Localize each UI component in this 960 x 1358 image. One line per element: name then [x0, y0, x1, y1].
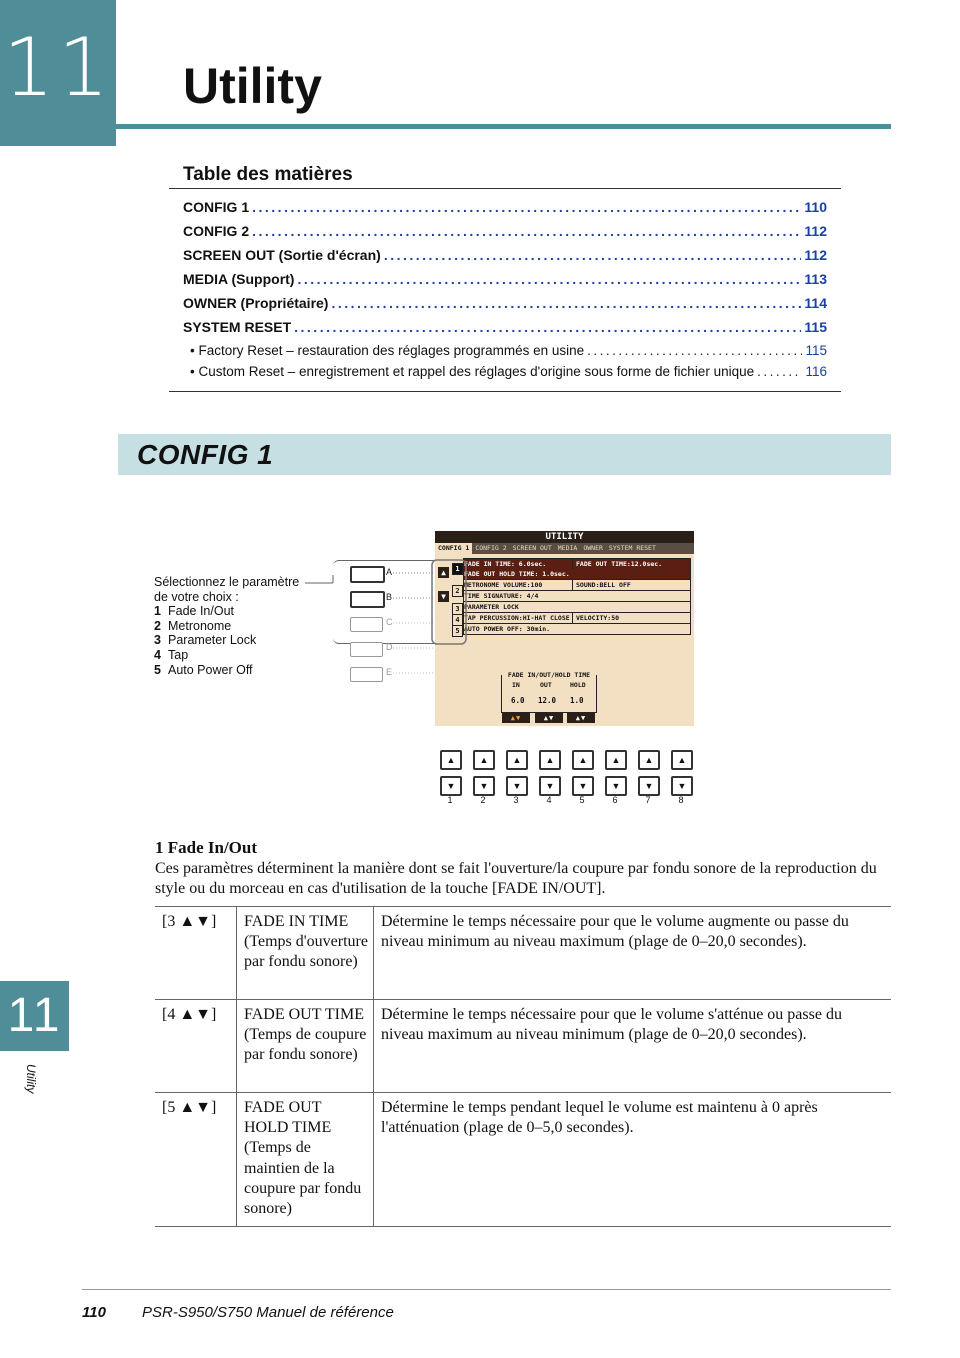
- table-column-divider: [236, 906, 237, 1226]
- param-label: Fade In/Out: [168, 604, 235, 619]
- scroll-up-icon[interactable]: ▲: [438, 567, 449, 578]
- selection-bracket: [430, 558, 470, 648]
- fade-in-arrows-icon[interactable]: ▲▼: [502, 713, 530, 723]
- fade-label-hold: HOLD: [570, 681, 586, 689]
- param-item: [154, 604, 299, 619]
- side-button-e[interactable]: [350, 667, 383, 682]
- table-divider: [155, 906, 891, 907]
- button-6-down[interactable]: ▼: [605, 776, 627, 796]
- fade-panel-title: FADE IN/OUT/HOLD TIME: [502, 671, 596, 679]
- param-label: Parameter Lock: [168, 633, 257, 648]
- lcd-row-number: 5: [452, 625, 463, 637]
- toc-leader-dots: [587, 343, 802, 358]
- param-item: [154, 619, 299, 634]
- lcd-tab-config1[interactable]: CONFIG 1: [435, 543, 472, 554]
- toc-subentry-page[interactable]: 116: [805, 364, 827, 379]
- button-7-up[interactable]: ▲: [638, 750, 660, 770]
- toc-entry-label: CONFIG 2: [183, 223, 250, 239]
- button-number: 6: [612, 795, 618, 805]
- parameter-caption: [154, 575, 299, 677]
- param-label: Tap: [168, 647, 189, 662]
- param-item: [154, 633, 299, 648]
- param-item: [154, 648, 299, 663]
- param-item: [154, 663, 299, 678]
- lcd-tab-screen-out[interactable]: SCREEN OUT: [512, 544, 552, 552]
- button-4-down[interactable]: ▼: [539, 776, 561, 796]
- button-1-up[interactable]: ▲: [440, 750, 462, 770]
- lcd-tab-owner[interactable]: OWNER: [583, 544, 603, 552]
- fade-value-hold: 1.0: [570, 696, 584, 705]
- parameter-heading: 1 Fade In/Out: [155, 838, 258, 857]
- button-5-down[interactable]: ▼: [572, 776, 594, 796]
- lcd-value: SOUND:BELL OFF: [572, 580, 631, 590]
- toc-subentry-label: • Custom Reset – enregistrement et rappel des réglages d'origine sous forme de fichier unique: [190, 364, 755, 379]
- param-label: Metronome: [168, 618, 232, 633]
- section-title: CONFIG 1: [137, 439, 274, 470]
- lcd-value: FADE IN TIME: 6.0sec.: [464, 560, 547, 568]
- button-3-down[interactable]: ▼: [506, 776, 528, 796]
- button-5-up[interactable]: ▲: [572, 750, 594, 770]
- table-divider: [155, 999, 891, 1000]
- button-number: 4: [546, 795, 552, 805]
- fade-value-out: 12.0: [538, 696, 557, 705]
- side-button-label: D: [386, 642, 393, 652]
- param-number: 2: [154, 618, 161, 633]
- button-number: 5: [579, 795, 585, 805]
- toc-subentry[interactable]: [190, 364, 827, 379]
- table-cell-desc: Détermine le temps nécessaire pour que le volume s'atténue ou passe du niveau maximum au niveau minimum (plage de 0–20,0 secondes).: [381, 1006, 842, 1044]
- toc-entry-label: CONFIG 1: [183, 199, 250, 215]
- toc-entry-label: OWNER (Propriétaire): [183, 295, 329, 311]
- side-chapter-label: Utility: [24, 1064, 38, 1094]
- fade-label-out: OUT: [540, 681, 552, 689]
- toc-entry[interactable]: [183, 247, 827, 263]
- table-cell-button: [4 ▲▼]: [162, 1006, 217, 1023]
- button-number: 7: [645, 795, 651, 805]
- toc-subentry[interactable]: [190, 343, 827, 358]
- lcd-value: FADE OUT HOLD TIME: 1.0sec.: [464, 570, 570, 578]
- footer-manual-title: PSR-S950/S750 Manuel de référence: [142, 1304, 394, 1321]
- toc-entry[interactable]: [183, 295, 827, 311]
- toc-leader-dots: [297, 271, 801, 287]
- button-8-down[interactable]: ▼: [671, 776, 693, 796]
- toc-leader-dots: [757, 364, 802, 379]
- button-number: 8: [678, 795, 684, 805]
- toc-subentry-label: • Factory Reset – restauration des réglages programmés en usine: [190, 343, 585, 358]
- button-number: 3: [513, 795, 519, 805]
- toc-entry-page[interactable]: 112: [804, 247, 827, 263]
- lcd-value: METRONOME VOLUME:100: [464, 581, 543, 589]
- table-cell-desc: Détermine le temps pendant lequel le volume est maintenu à 0 après l'atténuation (plage de 0–5,0 secondes).: [381, 1099, 818, 1137]
- table-cell-name: FADE IN TIME (Temps d'ouverture par fondu sonore): [244, 913, 368, 971]
- footer-divider: [82, 1289, 891, 1290]
- button-2-down[interactable]: ▼: [473, 776, 495, 796]
- toc-leader-dots: [294, 319, 801, 335]
- toc-divider-bottom: [169, 391, 841, 392]
- lcd-value: VELOCITY:50: [572, 613, 619, 623]
- table-cell-name: FADE OUT TIME (Temps de coupure par fondu sonore): [244, 1006, 367, 1064]
- lcd-header: UTILITY: [435, 531, 694, 543]
- lcd-row-number: 1: [452, 563, 463, 575]
- footer-page-number: 110: [82, 1304, 106, 1321]
- button-number: 2: [480, 795, 486, 805]
- side-button-a[interactable]: [350, 566, 385, 583]
- chapter-title: Utility: [183, 58, 322, 114]
- fade-time-panel: [501, 671, 597, 713]
- button-3-up[interactable]: ▲: [506, 750, 528, 770]
- side-button-d[interactable]: [350, 642, 383, 657]
- lcd-row[interactable]: [463, 591, 691, 602]
- lcd-tab-config2[interactable]: CONFIG 2: [475, 544, 507, 552]
- toc-entry-page[interactable]: 114: [804, 295, 827, 311]
- lcd-tab-bar: [435, 543, 694, 554]
- table-divider: [155, 1226, 891, 1227]
- scroll-down-icon[interactable]: ▼: [438, 591, 449, 602]
- toc-entry-label: SCREEN OUT (Sortie d'écran): [183, 247, 381, 263]
- param-number: 5: [154, 662, 161, 677]
- toc-entry[interactable]: [183, 319, 827, 335]
- toc-leader-dots: [252, 199, 801, 215]
- chapter-number: 11: [3, 21, 113, 114]
- lcd-row-number: 2: [452, 585, 463, 597]
- toc-leader-dots: [252, 223, 801, 239]
- button-8-up[interactable]: ▲: [671, 750, 693, 770]
- toc-leader-dots: [384, 247, 802, 263]
- fade-value-in: 6.0: [511, 696, 525, 705]
- fade-label-in: IN: [512, 681, 520, 689]
- fade-out-arrows-icon[interactable]: ▲▼: [535, 713, 563, 723]
- lcd-value: PARAMETER LOCK: [464, 603, 519, 611]
- param-label: Auto Power Off: [168, 662, 253, 677]
- toc-divider-top: [169, 188, 841, 189]
- table-cell-desc: Détermine le temps nécessaire pour que le volume augmente ou passe du niveau minimum au niveau maximum (plage de 0–20,0 secondes).: [381, 913, 849, 951]
- toc-title: Table des matières: [183, 164, 353, 185]
- toc-entry[interactable]: [183, 271, 827, 287]
- chapter-rule: [116, 124, 891, 129]
- toc-subentry-page[interactable]: 115: [805, 343, 827, 358]
- toc-entry[interactable]: [183, 223, 827, 239]
- lcd-row[interactable]: [463, 624, 691, 635]
- lcd-row[interactable]: [463, 569, 691, 580]
- button-7-down[interactable]: ▼: [638, 776, 660, 796]
- fade-hold-arrows-icon[interactable]: ▲▼: [567, 713, 595, 723]
- lcd-screen: [435, 531, 694, 726]
- button-6-up[interactable]: ▲: [605, 750, 627, 770]
- parameter-description: Ces paramètres déterminent la manière dont se fait l'ouverture/la coupure par fondu sonore de la reproduction du style ou du morceau en cas d'utilisation de la touche [FADE IN/OUT].: [155, 860, 877, 897]
- lcd-value: FADE OUT TIME:12.0sec.: [572, 559, 662, 569]
- toc-entry-page[interactable]: 110: [804, 199, 827, 215]
- side-button-label: B: [386, 592, 393, 602]
- button-number: 1: [447, 795, 453, 805]
- lcd-tab-system-reset[interactable]: SYSTEM RESET: [608, 544, 656, 552]
- toc-entry[interactable]: [183, 199, 827, 215]
- button-1-down[interactable]: ▼: [440, 776, 462, 796]
- toc-entry-label: MEDIA (Support): [183, 271, 295, 287]
- lcd-row-number: 3: [452, 603, 463, 615]
- table-cell-button: [5 ▲▼]: [162, 1099, 217, 1116]
- toc-entry-label: SYSTEM RESET: [183, 319, 292, 335]
- caption-line: de votre choix :: [154, 589, 239, 604]
- button-4-up[interactable]: ▲: [539, 750, 561, 770]
- param-number: 4: [154, 647, 161, 662]
- lcd-row[interactable]: [463, 580, 691, 591]
- toc-entry-page[interactable]: 113: [804, 271, 827, 287]
- side-button-label: C: [386, 617, 393, 627]
- button-2-up[interactable]: ▲: [473, 750, 495, 770]
- caption-line: Sélectionnez le paramètre: [154, 575, 300, 589]
- lcd-row-number: 4: [452, 614, 463, 626]
- side-button-c[interactable]: [350, 617, 383, 632]
- table-column-divider: [373, 906, 374, 1226]
- lcd-value: TIME SIGNATURE: 4/4: [464, 592, 539, 600]
- lcd-value: TAP PERCUSSION:HI-HAT CLOSE: [464, 614, 570, 622]
- side-button-b[interactable]: [350, 591, 385, 608]
- toc-entry-page[interactable]: 112: [804, 223, 827, 239]
- side-chapter-tab: 11: [0, 981, 69, 1051]
- lcd-row[interactable]: [463, 602, 691, 613]
- table-divider: [155, 1092, 891, 1093]
- table-cell-button: [3 ▲▼]: [162, 913, 217, 930]
- param-number: 3: [154, 633, 161, 648]
- side-button-label: E: [386, 667, 393, 677]
- side-button-label: A: [386, 567, 393, 577]
- lcd-tab-media[interactable]: MEDIA: [557, 544, 578, 552]
- lcd-value: AUTO POWER OFF: 30min.: [464, 625, 551, 633]
- toc-leader-dots: [331, 295, 801, 311]
- toc-entry-page[interactable]: 115: [804, 319, 827, 335]
- lcd-row[interactable]: [463, 613, 691, 624]
- param-number: 1: [154, 604, 161, 619]
- table-cell-name: FADE OUT HOLD TIME (Temps de maintien de la coupure par fondu sonore): [244, 1099, 362, 1218]
